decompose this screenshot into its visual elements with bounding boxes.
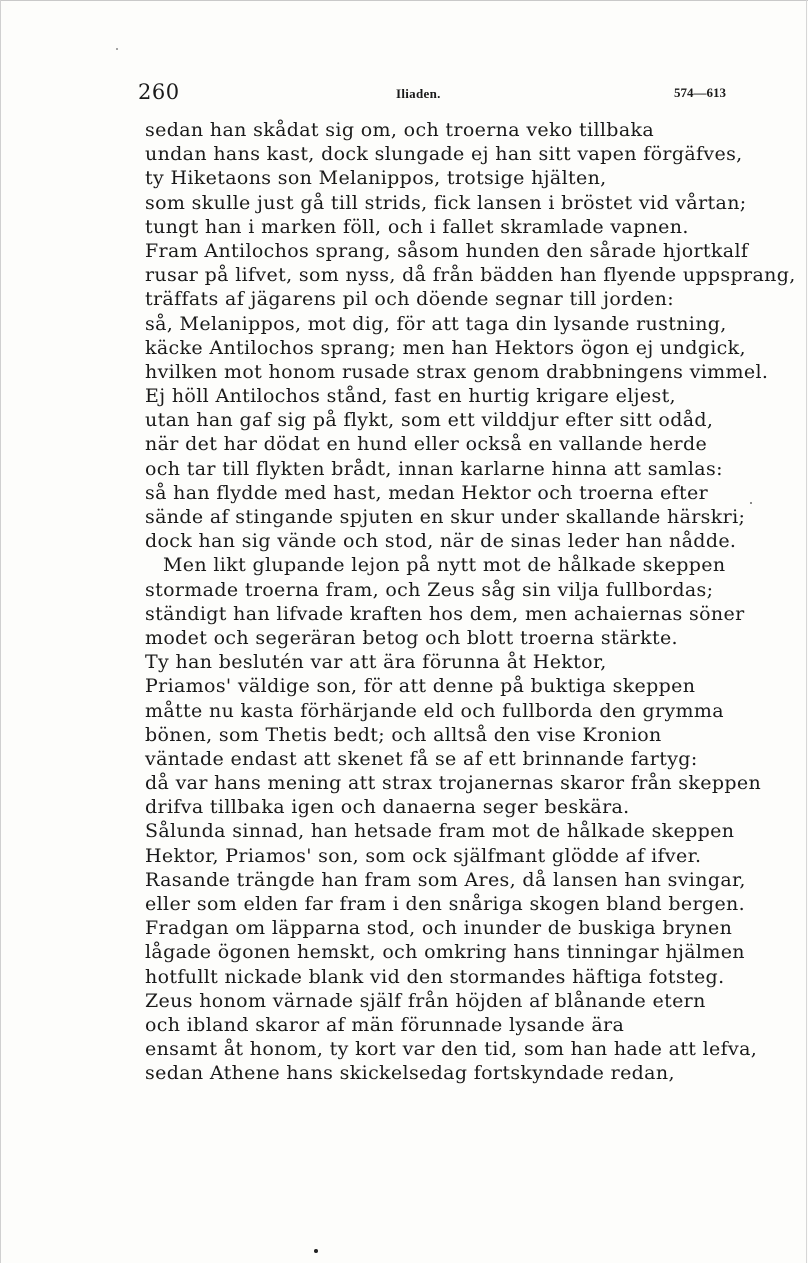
verse-line: sedan han skådat sig om, och troerna veko tillbaka bbox=[145, 119, 655, 141]
verse-line: eller som elden far fram i den snåriga skogen bland bergen. bbox=[145, 893, 746, 915]
verse-line: Zeus honom värnade själf från höjden af blånande etern bbox=[145, 989, 706, 1012]
verse-line: Hektor, Priamos' son, som ock själfmant glödde af ifver. bbox=[145, 844, 702, 867]
verse-line: lågade ögonen hemskt, och omkring hans tinningar hjälmen bbox=[145, 941, 745, 964]
verse-line: och tar till flykten brådt, innan karlarne hinna att samlas: bbox=[145, 457, 723, 480]
verse-line: hvilken mot honom rusade strax genom drabbningens vimmel. bbox=[145, 360, 769, 383]
verse-line: stormade troerna fram, och Zeus såg sin vilja fullbordas; bbox=[145, 578, 714, 601]
verse-line: väntade endast att skenet få se af ett brinnande fartyg: bbox=[145, 747, 698, 770]
verse-line: så, Melanippos, mot dig, för att taga din lysande rustning, bbox=[145, 312, 727, 335]
verse-line: dock han sig vände och stod, när de sinas leder han nådde. bbox=[145, 530, 737, 553]
verse-line: när det har dödat en hund eller också en vallande herde bbox=[145, 433, 708, 456]
verse-line: ständigt han lifvade kraften hos dem, men achaiernas söner bbox=[145, 602, 745, 625]
page-left-edge bbox=[0, 0, 1, 1263]
verse-line: så han flydde med hast, medan Hektor och troerna efter bbox=[145, 481, 709, 504]
verse-line: ty Hiketaons son Melanippos, trotsige hjälten, bbox=[145, 167, 607, 190]
running-title: Iliaden. bbox=[396, 86, 441, 101]
verse-line: sedan Athene hans skickelsedag fortskyndade redan, bbox=[145, 1062, 675, 1085]
verse-line: Sålunda sinnad, han hetsade fram mot de hålkade skeppen bbox=[145, 820, 735, 843]
verse-line: bönen, som Thetis bedt; och alltså den vise Kronion bbox=[145, 723, 662, 746]
verse-line: käcke Antilochos sprang; men han Hektors ögon ej undgick, bbox=[145, 336, 746, 359]
scan-speck bbox=[116, 48, 118, 50]
page-top-edge bbox=[0, 0, 808, 1]
verse-line: drifva tillbaka igen och danaerna seger beskära. bbox=[145, 796, 630, 819]
page-right-edge bbox=[806, 0, 807, 1263]
verse-line: tungt han i marken föll, och i fallet skramlade vapnen. bbox=[145, 215, 689, 238]
verse-text-block bbox=[145, 118, 796, 1086]
verse-line: då var hans mening att strax trojanernas skaror från skeppen bbox=[145, 772, 762, 795]
verse-line: sände af stingande spjuten en skur under skallande härskri; bbox=[145, 506, 746, 528]
verse-line: Ty han beslutén var att ära förunna åt Hektor, bbox=[145, 651, 607, 674]
verse-line: hotfullt nickade blank vid den stormandes häftiga fotsteg. bbox=[145, 965, 725, 988]
verse-line: Ej höll Antilochos stånd, fast en hurtig krigare eljest, bbox=[145, 385, 676, 408]
page-number: 260 bbox=[138, 80, 180, 104]
verse-line: Men likt glupande lejon på nytt mot de hålkade skeppen bbox=[163, 554, 726, 577]
verse-line: Rasande trängde han fram som Ares, då lansen han svingar, bbox=[145, 868, 746, 891]
verse-line: som skulle just gå till strids, fick lansen i bröstet vid vårtan; bbox=[145, 191, 747, 214]
verse-line: undan hans kast, dock slungade ej han sitt vapen förgäfves, bbox=[145, 143, 743, 166]
verse-line: utan han gaf sig på flykt, som ett vilddjur efter sitt odåd, bbox=[145, 409, 714, 432]
verse-line: måtte nu kasta förhärjande eld och fullborda den grymma bbox=[145, 699, 724, 722]
verse-line: och ibland skaror af män förunnade lysande ära bbox=[145, 1013, 625, 1036]
verse-line: ensamt åt honom, ty kort var den tid, som han hade att lefva, bbox=[145, 1038, 758, 1061]
verse-line: Priamos' väldige son, för att denne på buktiga skeppen bbox=[145, 675, 696, 698]
verse-line: modet och segeräran betog och blott troerna stärkte. bbox=[145, 626, 678, 649]
verse-line: rusar på lifvet, som nyss, då från bädden han flyende uppsprang, bbox=[145, 264, 796, 287]
verse-line: Fram Antilochos sprang, såsom hunden den sårade hjortkalf bbox=[145, 239, 749, 262]
verse-line: träffats af jägarens pil och döende segnar till jorden: bbox=[145, 288, 675, 311]
scan-speck bbox=[750, 502, 752, 504]
verse-line-range: 574—613 bbox=[674, 85, 726, 100]
page-header bbox=[138, 78, 730, 110]
verse-line: Fradgan om läpparna stod, och inunder de buskiga brynen bbox=[145, 917, 733, 940]
scan-speck bbox=[314, 1249, 318, 1253]
